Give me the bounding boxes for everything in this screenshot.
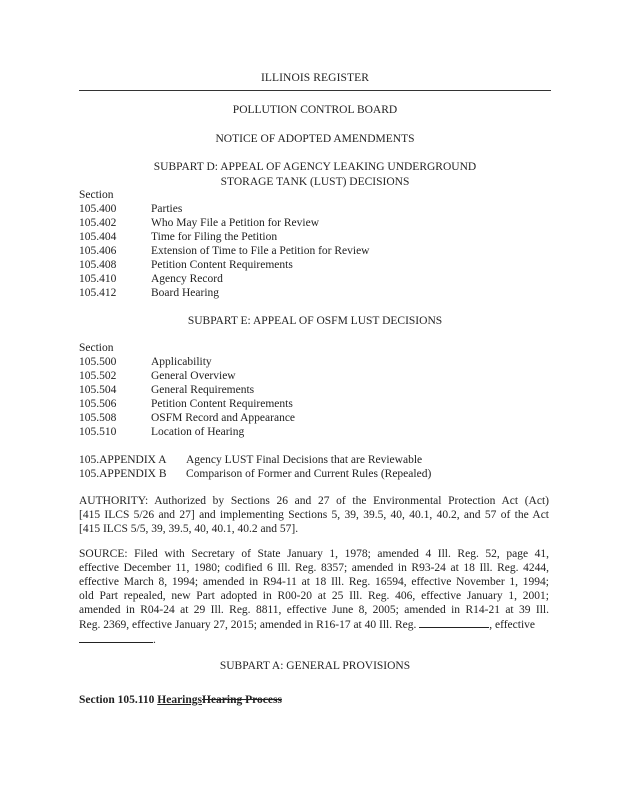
subpart-d-section-label: Section	[79, 189, 114, 201]
section-number: 105.408	[79, 259, 117, 271]
section-number: 105.400	[79, 203, 117, 215]
section-number: 105.402	[79, 217, 117, 229]
source-line: old Part repealed, new Part adopted in R00-20 at 25 Ill. Reg. 406, effective January 1, 2001;	[79, 590, 549, 602]
source-line: effective March 8, 1994; amended in R94-11 at 18 Ill. Reg. 16594, effective November 1, 1994;	[79, 576, 549, 588]
source-effective: , effective	[489, 619, 536, 631]
section-title: Parties	[151, 203, 183, 215]
source-paragraph	[79, 547, 549, 647]
section-title: General Overview	[151, 370, 236, 382]
authority-line: [415 ILCS 5/26 and 27] and implementing Sections 5, 39, 39.5, 40, 40.1, 40.2, and 57 of the Act	[79, 509, 549, 521]
board-title: POLLUTION CONTROL BOARD	[232, 104, 398, 116]
blank-field	[419, 617, 489, 628]
section-title: Applicability	[151, 356, 212, 368]
subpart-e-section-label: Section	[79, 342, 114, 354]
source-line: amended in R04-24 at 29 Ill. Reg. 8811, effective June 8, 2005; amended in R14-21 at 39 Ill.	[79, 604, 549, 616]
section-number: 105.508	[79, 412, 117, 424]
blank-field	[79, 632, 153, 643]
section-title: OSFM Record and Appearance	[151, 412, 296, 424]
section-number: 105.500	[79, 356, 117, 368]
section-number: 105.410	[79, 273, 117, 285]
authority-line: AUTHORITY: Authorized by Sections 26 and 27 of the Environmental Protection Act (Act)	[79, 495, 549, 507]
appendix-title: Comparison of Former and Current Rules (Repealed)	[186, 468, 432, 480]
header-rule	[79, 90, 551, 91]
section-title: Who May File a Petition for Review	[151, 217, 319, 229]
authority-line: [415 ILCS 5/5, 39, 39.5, 40, 40.1, 40.2 and 57].	[79, 523, 299, 535]
source-line-last	[79, 617, 549, 632]
source-line: SOURCE: Filed with Secretary of State January 1, 1978; amended 4 Ill. Reg. 52, page 41,	[79, 548, 549, 560]
register-header: ILLINOIS REGISTER	[260, 72, 370, 84]
section-title: Petition Content Requirements	[151, 398, 293, 410]
subpart-e-title: SUBPART E: APPEAL OF OSFM LUST DECISIONS	[187, 315, 443, 327]
subpart-d-title-line1: SUBPART D: APPEAL OF AGENCY LEAKING UNDERGROUND	[153, 161, 477, 173]
section-number: 105.404	[79, 231, 117, 243]
section-title: Board Hearing	[151, 287, 220, 299]
appendix-title: Agency LUST Final Decisions that are Reviewable	[186, 454, 423, 466]
appendix-number: 105.APPENDIX A	[79, 454, 167, 466]
section-title: Agency Record	[151, 273, 223, 285]
section-title: Time for Filing the Petition	[151, 231, 278, 243]
authority-paragraph	[79, 494, 549, 536]
source-line-end	[79, 632, 549, 647]
section-number: 105.406	[79, 245, 117, 257]
section-title: Petition Content Requirements	[151, 259, 293, 271]
source-end: .	[153, 634, 156, 646]
section-title: Extension of Time to File a Petition for Review	[151, 245, 370, 257]
subpart-d-title-line2: STORAGE TANK (LUST) DECISIONS	[220, 176, 410, 188]
deleted-text: Hearing Process	[202, 694, 282, 706]
source-line: effective December 11, 1980; codified 6 Ill. Reg. 8357; amended in R93-24 at 18 Ill. Reg. 4244,	[79, 562, 549, 574]
section-heading-prefix: Section 105.110	[79, 694, 155, 706]
appendix-number: 105.APPENDIX B	[79, 468, 167, 480]
section-title: Location of Hearing	[151, 426, 245, 438]
section-number: 105.502	[79, 370, 117, 382]
source-line: Reg. 2369, effective January 27, 2015; amended in R16-17 at 40 Ill. Reg.	[79, 619, 417, 631]
section-number: 105.510	[79, 426, 117, 438]
inserted-text: Hearings	[157, 694, 202, 706]
subpart-a-title: SUBPART A: GENERAL PROVISIONS	[219, 660, 411, 672]
section-title: General Requirements	[151, 384, 255, 396]
section-number: 105.504	[79, 384, 117, 396]
section-number: 105.412	[79, 287, 117, 299]
notice-title: NOTICE OF ADOPTED AMENDMENTS	[215, 133, 415, 145]
section-number: 105.506	[79, 398, 117, 410]
section-heading	[79, 694, 282, 706]
